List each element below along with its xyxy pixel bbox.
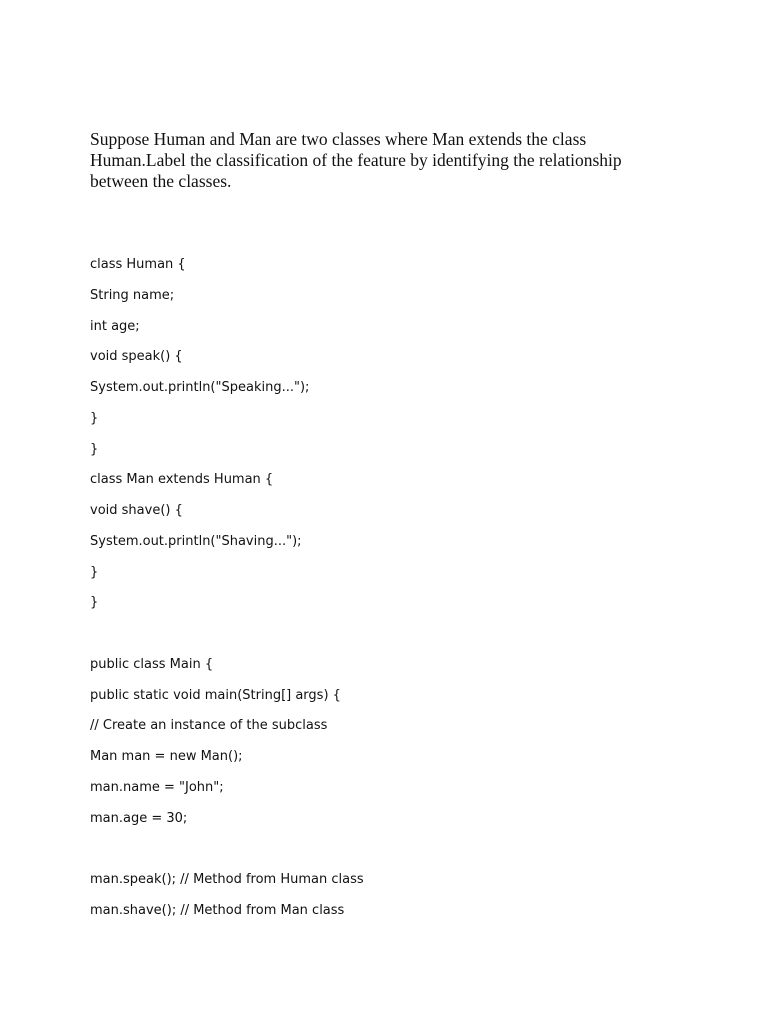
code-line: public class Main { — [90, 657, 214, 672]
code-line: } — [90, 565, 99, 580]
code-line: String name; — [90, 288, 175, 303]
code-line: } — [90, 442, 99, 457]
question-line: between the classes. — [90, 171, 232, 191]
code-line: } — [90, 411, 99, 426]
code-line: System.out.println("Speaking..."); — [90, 380, 310, 395]
code-line: System.out.println("Shaving..."); — [90, 534, 302, 549]
code-line: // Create an instance of the subclass — [90, 718, 328, 733]
question-line: Human.Label the classification of the feature by identifying the relationship — [90, 150, 622, 170]
code-line: man.speak(); // Method from Human class — [90, 872, 364, 887]
code-line: man.age = 30; — [90, 811, 188, 826]
code-line: void speak() { — [90, 349, 183, 364]
code-line: int age; — [90, 319, 140, 334]
code-line: } — [90, 595, 99, 610]
code-line: man.shave(); // Method from Man class — [90, 903, 345, 918]
code-line: class Man extends Human { — [90, 472, 274, 487]
code-line: public static void main(String[] args) { — [90, 688, 341, 703]
code-line: man.name = "John"; — [90, 780, 224, 795]
code-line: Man man = new Man(); — [90, 749, 243, 764]
code-line: class Human { — [90, 257, 186, 272]
code-line: void shave() { — [90, 503, 183, 518]
question-text — [90, 129, 650, 192]
question-line: Suppose Human and Man are two classes where Man extends the class — [90, 129, 587, 149]
